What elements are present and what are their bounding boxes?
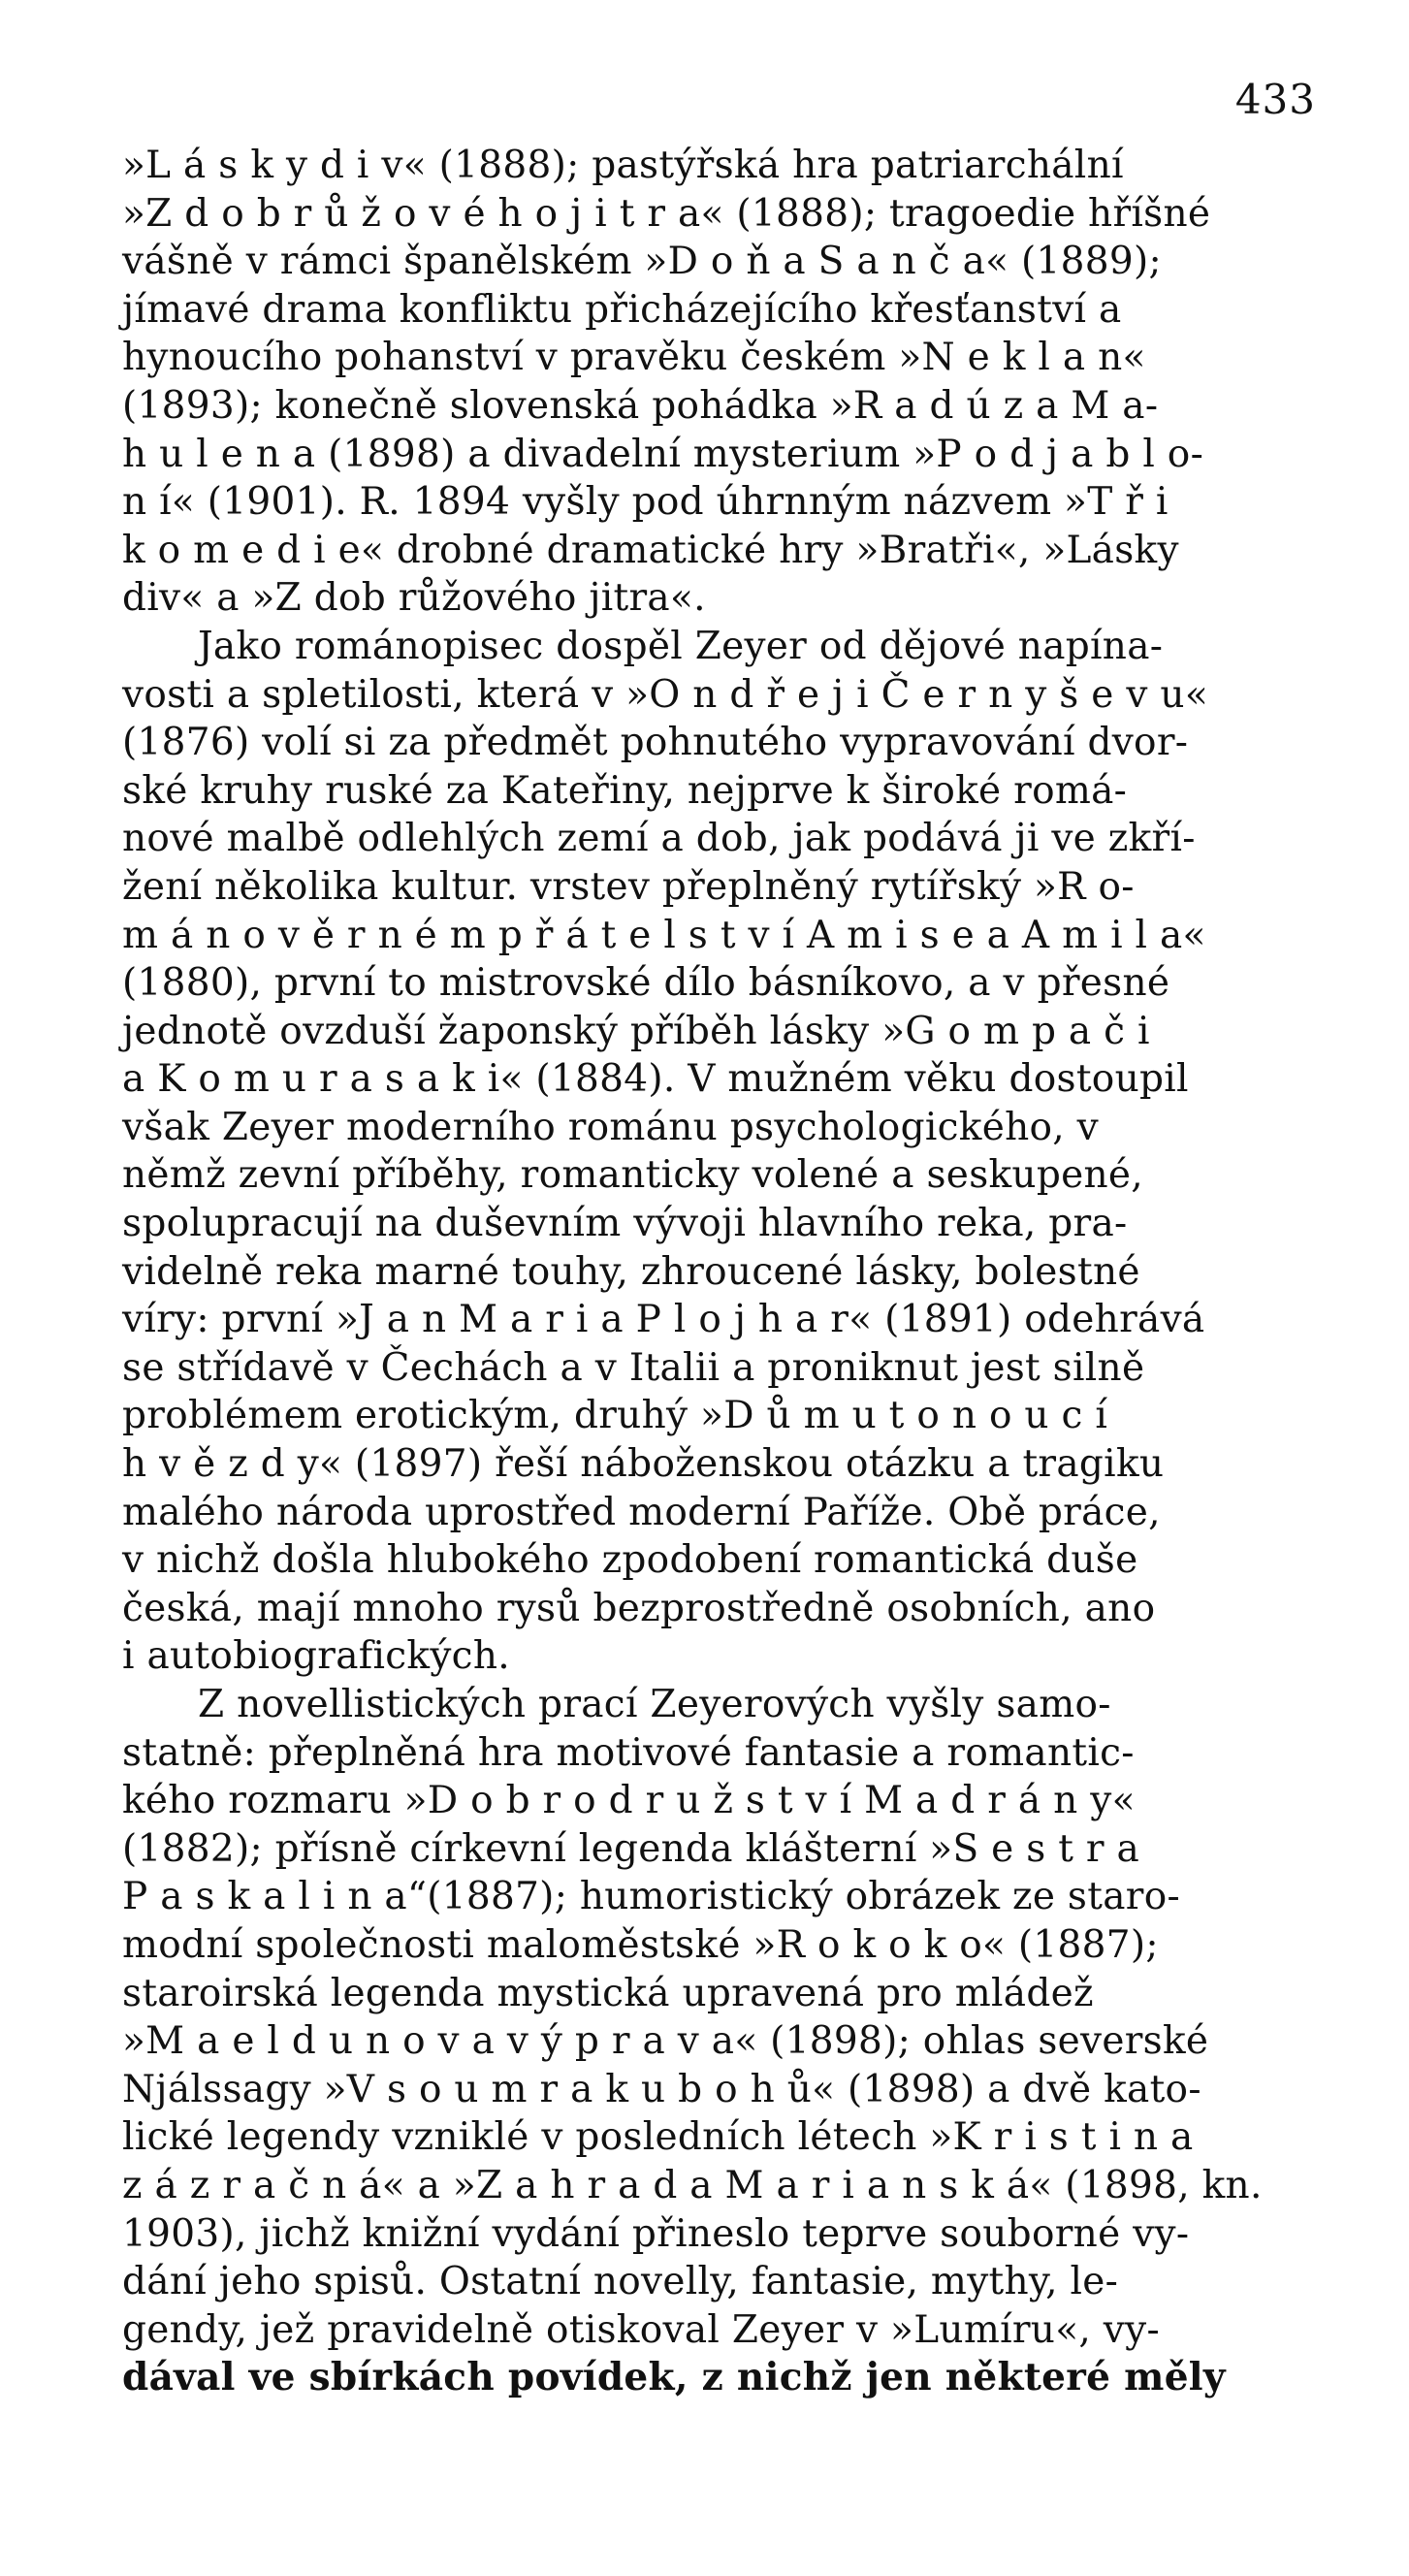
text-line: lické legendy vzniklé v posledních létech »K r i s t i n a — [122, 2115, 1194, 2160]
text-line: problémem erotickým, druhý »D ů m u t o n o u c í — [122, 1394, 1108, 1438]
text-line: (1876) volí si za předmět pohnutého vypravování dvor- — [122, 721, 1189, 765]
text-line: z á z r a č n á« a »Z a h r a d a M a r i a n s k á« (1898, kn. — [122, 2163, 1263, 2207]
text-line: h v ě z d y« (1897) řeší náboženskou otázku a tragiku — [122, 1442, 1165, 1487]
page-number: 433 — [1234, 76, 1316, 123]
text-line: vosti a spletilosti, která v »O n d ř e j i Č e r n y š e v u« — [122, 672, 1208, 717]
text-line: česká, mají mnoho rysů bezprostředně osobních, ano — [122, 1586, 1156, 1630]
text-line: 1903), jichž knižní vydání přineslo teprve souborné vy- — [122, 2211, 1190, 2256]
text-line: statně: přeplněná hra motivové fantasie a romantic- — [122, 1730, 1135, 1775]
text-line: videlně reka marné touhy, zhroucené lásky, bolestné — [122, 1249, 1140, 1294]
text-line: i autobiografických. — [122, 1634, 510, 1679]
text-line: gendy, jež pravidelně otiskoval Zeyer v »Lumíru«, vy- — [122, 2307, 1160, 2352]
text-line: kého rozmaru »D o b r o d r u ž s t v í M a d r á n y« — [122, 1779, 1136, 1823]
text-line: hynoucího pohanství v pravěku českém »N e k l a n« — [122, 336, 1146, 380]
text-line: malého národa uprostřed moderní Paříže. Obě práce, — [122, 1490, 1161, 1534]
text-line: (1880), první to mistrovské dílo básníkovo, a v přesné — [122, 961, 1170, 1006]
text-line: »Z d o b r ů ž o v é h o j i t r a« (1888); tragoedie hříšné — [122, 191, 1211, 236]
text-line: a K o m u r a s a k i« (1884). V mužném věku dostoupil — [122, 1057, 1189, 1102]
text-line: Jako románopisec dospěl Zeyer od dějové napína- — [198, 624, 1164, 668]
text-line: P a s k a l i n a“(1887); humoristický obrázek ze staro- — [122, 1875, 1180, 1919]
text-line: nové malbě odlehlých zemí a dob, jak podává ji ve zkří- — [122, 817, 1196, 861]
text-line: žení několika kultur. vrstev přeplněný rytířský »R o- — [122, 864, 1135, 909]
text-line: víry: první »J a n M a r i a P l o j h a r« (1891) odehrává — [122, 1298, 1205, 1342]
body-text — [122, 142, 1305, 2402]
text-line: němž zevní příběhy, romanticky volené a seskupené, — [122, 1153, 1143, 1198]
text-line: modní společnosti maloměstské »R o k o k o« (1887); — [122, 1922, 1159, 1967]
text-line: vášně v rámci španělském »D o ň a S a n č a« (1889); — [122, 240, 1162, 284]
text-line: div« a »Z dob růžového jitra«. — [122, 576, 706, 621]
text-line: však Zeyer moderního románu psychologického, v — [122, 1105, 1100, 1149]
text-line: spolupracují na duševním vývoji hlavního reka, pra- — [122, 1202, 1128, 1246]
text-line: dání jeho spisů. Ostatní novelly, fantasie, mythy, le- — [122, 2260, 1119, 2304]
text-line: (1893); konečně slovenská pohádka »R a d ú z a M a- — [122, 383, 1159, 428]
text-line: m á n o v ě r n é m p ř á t e l s t v í A m i s e a A m i l a« — [122, 913, 1206, 957]
text-line: v nichž došla hlubokého zpodobení romantická duše — [122, 1538, 1138, 1583]
text-line: »M a e l d u n o v a v ý p r a v a« (1898); ohlas severské — [122, 2019, 1209, 2064]
text-line: staroirská legenda mystická upravená pro mládež — [122, 1971, 1094, 2015]
text-line: Z novellistických prací Zeyerových vyšly samo- — [198, 1683, 1111, 1726]
text-line: k o m e d i e« drobné dramatické hry »Bratři«, »Lásky — [122, 528, 1179, 572]
text-line: (1882); přísně církevní legenda klášterní »S e s t r a — [122, 1826, 1140, 1871]
text-line: ské kruhy ruské za Kateřiny, nejprve k široké romá- — [122, 768, 1128, 813]
text-line: h u l e n a (1898) a divadelní mysterium »P o d j a b l o- — [122, 432, 1204, 476]
text-line: Njálssagy »V s o u m r a k u b o h ů« (1898) a dvě kato- — [122, 2067, 1201, 2111]
text-line: dával ve sbírkách povídek, z nichž jen některé měly — [122, 2355, 1226, 2400]
text-line: jímavé drama konfliktu přicházejícího křesťanství a — [122, 287, 1122, 332]
text-line: n í« (1901). R. 1894 vyšly pod úhrnným názvem »T ř i — [122, 480, 1169, 525]
text-line: se střídavě v Čechách a v Italii a proniknut jest silně — [122, 1345, 1145, 1390]
text-line: »L á s k y d i v« (1888); pastýřská hra patriarchální — [122, 144, 1124, 187]
text-line: jednotě ovzduší žaponský příběh lásky »G o m p a č i — [122, 1009, 1150, 1053]
